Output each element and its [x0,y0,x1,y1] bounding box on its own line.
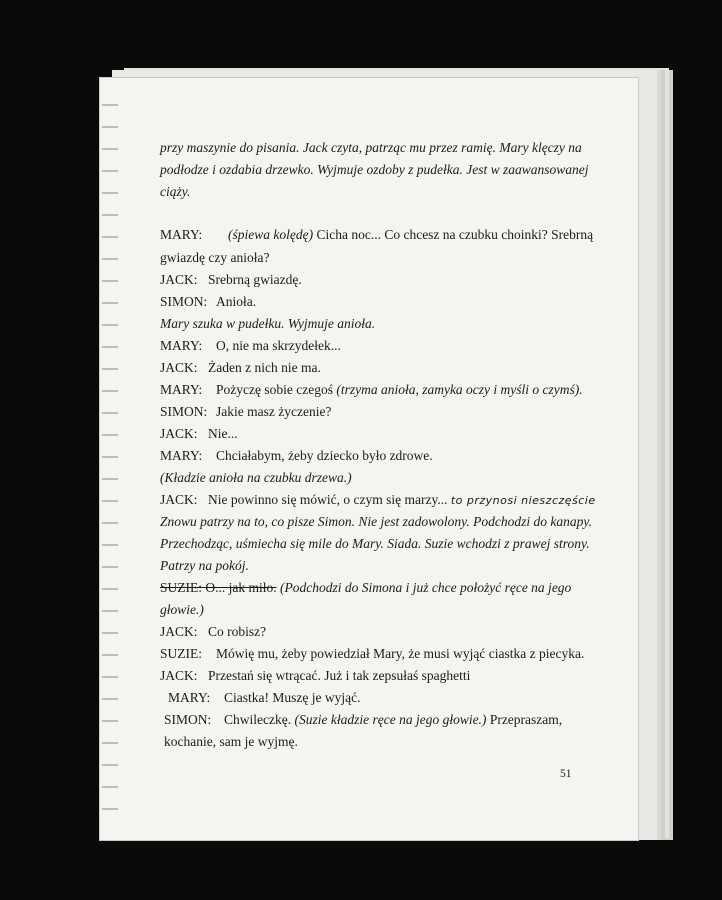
stage-direction: (Podchodzi do Simona i już chce położyć ręce na jego [276,580,572,595]
dialogue-line [160,272,302,288]
dialogue-text: Srebrną gwiazdę. [208,272,302,287]
dialogue-line [160,646,584,662]
dialogue-text: Anioła. [216,294,257,309]
dialogue-line [160,338,341,354]
dialogue-text: Przestań się wtrącać. Już i tak zepsułaś spaghetti [208,668,471,683]
dialogue-line [160,448,433,464]
speaker: JACK: [160,492,198,507]
speaker: MARY: [160,382,203,397]
stage-direction: głowie.) [160,602,204,617]
dialogue-line [164,712,562,728]
dialogue-text: Żaden z nich nie ma. [208,360,321,375]
dialogue-text: Nie powinno się mówić, o czym się marzy... [208,492,448,507]
stage-direction: Mary szuka w pudełku. Wyjmuje anioła. [160,316,376,331]
stage-direction: Patrzy na pokój. [160,558,249,573]
stage-direction: podłodze i ozdabia drzewko. Wyjmuje ozdoby z pudełka. Jest w zaawansowanej [160,162,589,177]
speaker: JACK: [160,272,198,287]
dialogue-line [160,227,593,243]
stage-direction: (Suzie kładzie ręce na jego głowie.) [294,712,487,727]
dialogue-line [168,690,360,706]
dialogue-text: Ciastka! Muszę je wyjąć. [224,690,361,705]
dialogue-text: Mówię mu, żeby powiedział Mary, że musi wyjąć ciastka z piecyka. [216,646,585,661]
handwritten-note: to przynosi nieszczęście [450,494,596,507]
stage-direction: (śpiewa kolędę) [228,227,314,242]
speaker: MARY: [160,338,203,353]
stage-direction: (Kładzie anioła na czubku drzewa.) [160,470,352,485]
speaker: JACK: [160,426,198,441]
dialogue-text: Chwileczkę. [224,712,295,727]
dialogue-line [160,624,266,640]
speaker: SIMON: [160,404,208,419]
spiral-binding [102,90,118,830]
dialogue-text: O, nie ma skrzydełek... [216,338,341,353]
dialogue-text: Chciałabym, żeby dziecko było zdrowe. [216,448,433,463]
speaker: MARY: [160,448,203,463]
dialogue-line [160,492,596,508]
dialogue-line [160,668,470,684]
dialogue-text: Co robisz? [208,624,267,639]
speaker: JACK: [160,624,198,639]
dialogue-line: kochanie, sam je wyjmę. [164,734,298,749]
stage-direction: przy maszynie do pisania. Jack czyta, patrząc mu przez ramię. Mary klęczy na [160,140,582,155]
dialogue-line: gwiazdę czy anioła? [160,250,270,265]
dialogue-line [160,382,583,398]
stage-direction: Znowu patrzy na to, co pisze Simon. Nie jest zadowolony. Podchodzi do kanapy. [160,514,592,529]
dialogue-text: Pożyczę sobie czegoś [216,382,337,397]
stage-direction: Przechodząc, uśmiecha się mile do Mary. Siada. Suzie wchodzi z prawej strony. [160,536,590,551]
dialogue-text: Jakie masz życzenie? [216,404,332,419]
dialogue-line [160,580,571,596]
stage-direction: ciąży. [160,184,191,199]
speaker: SUZIE: [160,646,202,661]
dialogue-text: Nie... [208,426,238,441]
speaker: MARY: [168,690,211,705]
dialogue-text: Cicha noc... Co chcesz na czubku choinki? Srebrną [313,227,594,242]
dialogue-text: Przepraszam, [486,712,563,727]
page-number: 51 [560,768,572,780]
dialogue-line [160,404,331,420]
speaker: JACK: [160,360,198,375]
dialogue-line [160,426,238,442]
speaker: JACK: [160,668,198,683]
dialogue-line [160,360,321,376]
stage-direction: (trzyma anioła, zamyka oczy i myśli o czymś). [336,382,583,397]
struck-out-text: SUZIE: O... jak miło. [160,580,277,595]
speaker: SIMON: [164,712,212,727]
dialogue-line [160,294,256,310]
speaker: MARY: [160,227,203,242]
speaker: SIMON: [160,294,208,309]
